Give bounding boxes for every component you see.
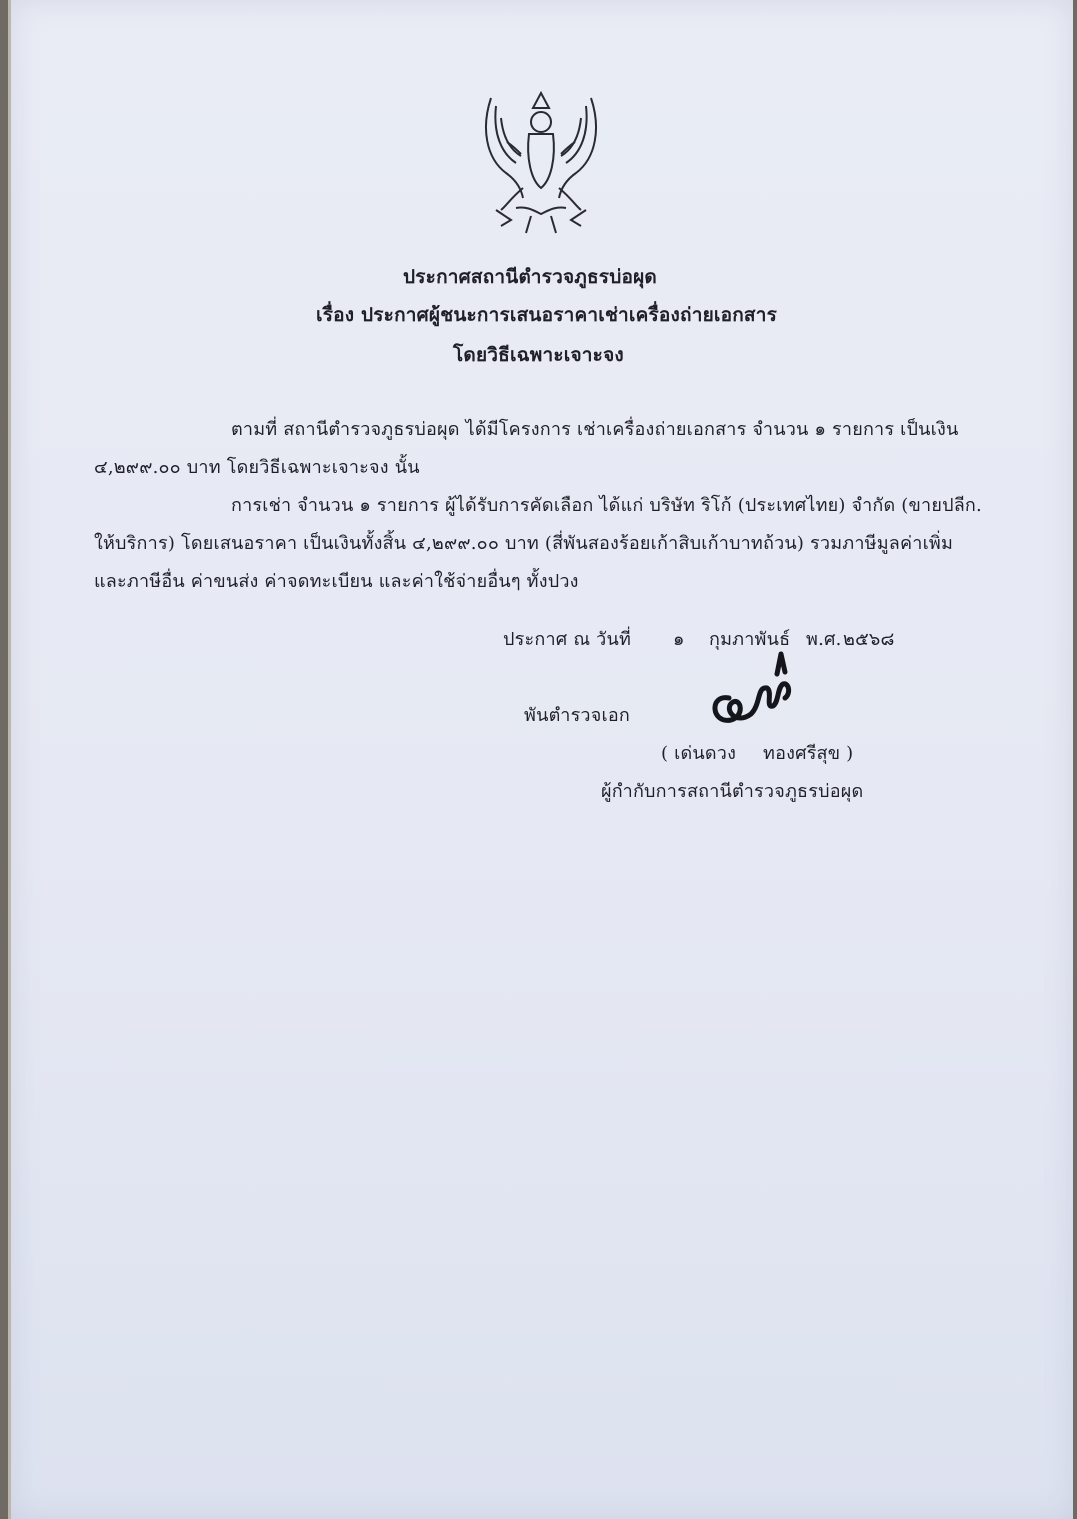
announcement-subject: เรื่อง ประกาศผู้ชนะการเสนอราคาเช่าเครื่องถ่ายเอกสาร (316, 304, 777, 326)
signer-last-name: ทองศรีสุข ) (763, 743, 854, 764)
signer-rank: พันตำรวจเอก (524, 705, 630, 726)
document-page (8, 0, 1073, 1519)
paragraph-2-line-2: ให้บริการ) โดยเสนอราคา เป็นเงินทั้งสิ้น ๔,๒๙๙.๐๐ บาท (สี่พันสองร้อยเก้าสิบเก้าบาทถ้วน) รวมภาษีมูลค่าเพิ่ม (94, 533, 954, 554)
date-day: ๑ (673, 629, 685, 650)
signature (701, 646, 811, 732)
signer-first-name: ( เด่นดวง (661, 743, 737, 764)
garuda-emblem-icon (471, 88, 611, 236)
date-month: กุมภาพันธ์ (709, 629, 791, 650)
paragraph-1-line-1: ตามที่ สถานีตำรวจภูธรบ่อผุด ได้มีโครงการ เช่าเครื่องถ่ายเอกสาร จำนวน ๑ รายการ เป็นเงิน (231, 419, 959, 440)
signer-position: ผู้กำกับการสถานีตำรวจภูธรบ่อผุด (601, 781, 864, 802)
procurement-method: โดยวิธีเฉพาะเจาะจง (453, 344, 624, 366)
paragraph-1-line-2: ๔,๒๙๙.๐๐ บาท โดยวิธีเฉพาะเจาะจง นั้น (94, 457, 420, 478)
date-era: พ.ศ. (806, 629, 842, 650)
paragraph-2-line-1: การเช่า จำนวน ๑ รายการ ผู้ได้รับการคัดเลือก ได้แก่ บริษัท ริโก้ (ประเทศไทย) จำกัด (ขายปลีก. (231, 495, 982, 516)
paragraph-2-line-3: และภาษีอื่น ค่าขนส่ง ค่าจดทะเบียน และค่าใช้จ่ายอื่นๆ ทั้งปวง (94, 571, 579, 592)
date-year: ๒๕๖๘ (843, 629, 895, 650)
announcement-title: ประกาศสถานีตำรวจภูธรบ่อผุด (403, 266, 657, 288)
date-label: ประกาศ ณ วันที่ (503, 629, 632, 650)
